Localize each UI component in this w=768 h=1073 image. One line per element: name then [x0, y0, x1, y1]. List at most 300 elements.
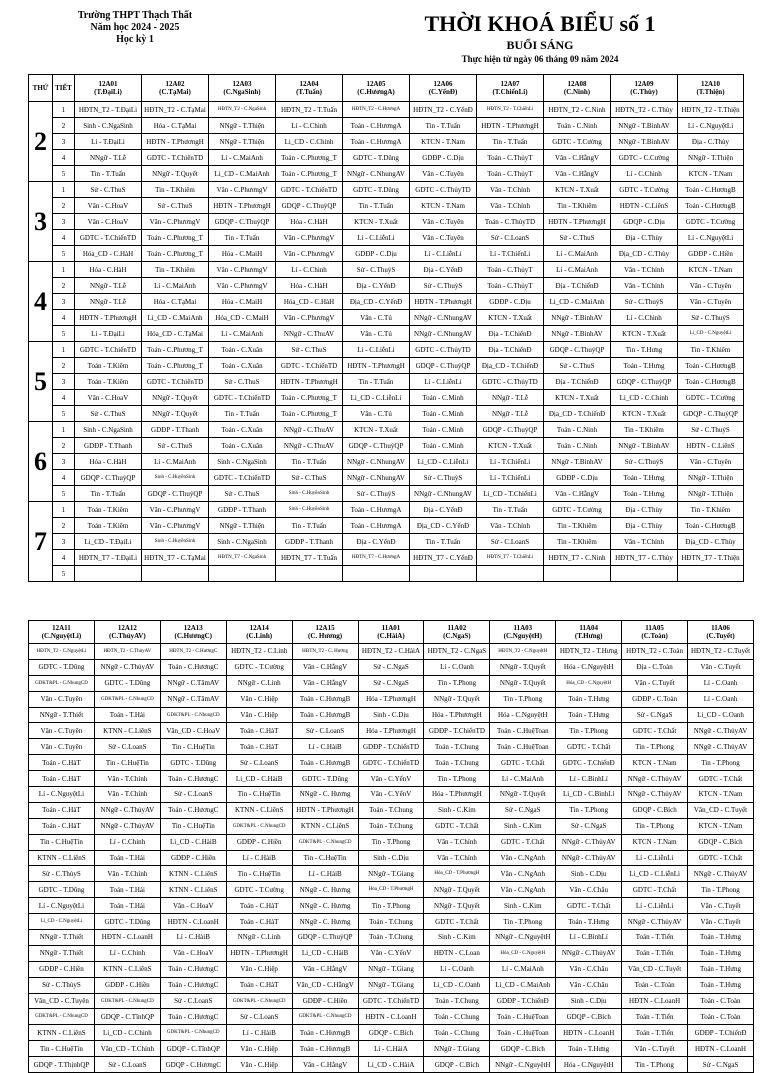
lesson-cell: Văn - C.YếnV: [358, 945, 424, 961]
lesson-cell: Lí - C.MaiAnh: [209, 150, 276, 166]
table-row: [29, 930, 754, 946]
lesson-cell: KTCN - T.Xuất: [477, 310, 544, 326]
lesson-cell: Hóa - C.MaiH: [209, 294, 276, 310]
lesson-cell: Văn - C.Châu: [556, 961, 622, 977]
lesson-cell: GDQP - C.ThuỷQP: [477, 422, 544, 438]
period-cell: 3: [53, 214, 75, 230]
lesson-cell: Địa - T.ChiếnĐ: [544, 374, 611, 390]
class-teacher: (T.Hưng): [574, 632, 603, 640]
lesson-cell: GDQP - C.ThuỷQP: [276, 198, 343, 214]
lesson-cell: Toán - T.Hưng: [611, 486, 678, 502]
lesson-cell: Li_CD - C.HàiB: [226, 771, 292, 787]
lesson-cell: Toán - C.HươngC: [160, 802, 226, 818]
period-cell: 5: [53, 566, 75, 582]
lesson-cell: Tin - T.Tuấn: [276, 518, 343, 534]
table-row: [29, 739, 754, 755]
table-row: [29, 310, 744, 326]
lesson-cell: Văn - C.PhươngV: [142, 502, 209, 518]
lesson-cell: Sử - C.ThuS: [276, 470, 343, 486]
lesson-cell: Địa - C.Thùy: [678, 134, 744, 150]
lesson-cell: HĐTN - T.PhươngH: [75, 310, 142, 326]
lesson-cell: Tin - C.HuệTin: [29, 834, 95, 850]
table-row: [29, 566, 744, 582]
table-row: [29, 198, 744, 214]
lesson-cell: NNgữ - T.Quyết: [490, 787, 556, 803]
class-teacher: (C.TạMai): [159, 88, 191, 96]
class-name: 11A05: [645, 624, 664, 632]
class-teacher: (T.ChiếnLi): [492, 88, 528, 96]
lesson-cell: Văn_CD - C.HoaV: [160, 723, 226, 739]
table-row: [29, 550, 744, 566]
lesson-cell: NNgữ - T.Quyết: [424, 691, 490, 707]
lesson-cell: GDTC - T.ChiếnTD: [276, 182, 343, 198]
lesson-cell: Lí - T.ĐạiLi: [75, 134, 142, 150]
lesson-cell: HĐTN_T2 - C. Hương: [292, 644, 358, 660]
lesson-cell: Lí - C.Oanh: [424, 659, 490, 675]
lesson-cell: GDTC - T.ChiếnTD: [75, 342, 142, 358]
lesson-cell: Li_CD - C.Chinh: [94, 1025, 160, 1041]
lesson-cell: Sử - C.ThuS: [544, 358, 611, 374]
lesson-cell: GDĐP - T.ChiếnTD: [358, 739, 424, 755]
lesson-cell: Văn - C.HoaV: [160, 898, 226, 914]
table-row: [29, 422, 744, 438]
class-header: [358, 621, 424, 644]
lesson-cell: Tin - T.Khiêm: [678, 342, 744, 358]
lesson-cell: NNgữ - C.ThuAV: [276, 326, 343, 342]
lesson-cell: Lí - C.MaiAnh: [142, 454, 209, 470]
lesson-cell: GDQP - C.ThuỷQP: [343, 438, 410, 454]
lesson-cell: Toán - C.HươngB: [678, 518, 744, 534]
lesson-cell: GDTC - T.Chất: [622, 723, 688, 739]
lesson-cell: Toán - C.Phương_T: [142, 358, 209, 374]
lesson-cell: Văn - C.Hiệp: [226, 707, 292, 723]
lesson-cell: NNgữ - C.ThuAV: [276, 438, 343, 454]
class-teacher: (C.ThủyAV): [109, 632, 146, 640]
lesson-cell: Văn - T.Chính: [94, 787, 160, 803]
class-teacher: (C.NguyệtLi): [41, 632, 82, 640]
lesson-cell: NNgữ - T.Thiện: [678, 486, 744, 502]
class-name: 12A05: [366, 80, 386, 88]
lesson-cell: Lí - C.Chinh: [276, 262, 343, 278]
lesson-cell: Hóa - C.MaiH: [209, 246, 276, 262]
lesson-cell: Văn - C.HằngV: [292, 1057, 358, 1073]
lesson-cell: HĐTN_T7 - C.Thùy: [611, 550, 678, 566]
lesson-cell: NNgữ - C.NhungAV: [410, 326, 477, 342]
lesson-cell: NNgữ - C. Hương: [292, 787, 358, 803]
lesson-cell: Toán - T.Hưng: [556, 707, 622, 723]
lesson-cell: Hóa - C.HàH: [276, 278, 343, 294]
lesson-cell: GDQP - C.HươngC: [160, 1057, 226, 1073]
lesson-cell: Văn - C.HoaV: [75, 214, 142, 230]
lesson-cell: KTNN - C.LiênS: [94, 723, 160, 739]
lesson-cell: HĐTN - T.PhươngH: [209, 198, 276, 214]
lesson-cell: NNgữ - T.BìnhAV: [544, 454, 611, 470]
lesson-cell: Tin - T.Khiêm: [142, 182, 209, 198]
lesson-cell: Sinh - C.Dịu: [358, 850, 424, 866]
lesson-cell: Toán - T.Hưng: [688, 961, 754, 977]
lesson-cell: Toán - T.Hưng: [688, 977, 754, 993]
class-teacher: (C.Thùy): [630, 88, 658, 96]
period-cell: 4: [53, 230, 75, 246]
lesson-cell: GDKT&PL - C.NhungCD: [226, 818, 292, 834]
lesson-cell: Tin - T.Tuấn: [410, 534, 477, 550]
lesson-cell: NNgữ - C.ThủyAV: [94, 802, 160, 818]
lesson-cell: Địa_CD - C.YếnĐ: [410, 518, 477, 534]
lesson-cell: Văn - C.PhươngV: [276, 246, 343, 262]
table-row: [29, 294, 744, 310]
lesson-cell: HĐTN_T2 - C.HàiA: [358, 644, 424, 660]
lesson-cell: Li_CD - C.MaiAnh: [142, 310, 209, 326]
table-row: [29, 1025, 754, 1041]
lesson-cell: GDĐP - T.Thanh: [209, 502, 276, 518]
lesson-cell: NNgữ - T.Giang: [424, 1041, 490, 1057]
table-row: [29, 755, 754, 771]
lesson-cell: Sinh - C.HuyềnSinh: [142, 534, 209, 550]
class-name: 12A10: [700, 80, 721, 88]
lesson-cell: Toán - C.ThủyT: [477, 262, 544, 278]
lesson-cell: Toán - C.HàT: [226, 898, 292, 914]
lesson-cell: GDTC - T.Chất: [688, 771, 754, 787]
lesson-cell: [410, 566, 477, 582]
lesson-cell: Địa - T.ChiếnĐ: [477, 326, 544, 342]
class-name: 12A15: [315, 624, 335, 632]
lesson-cell: Toán - C.Phương_T: [142, 342, 209, 358]
lesson-cell: HĐTN_T2 - T.Thiện: [678, 102, 744, 118]
lesson-cell: Lí - C.MaiAnh: [544, 262, 611, 278]
class-teacher: (C.NguyệtH): [503, 632, 542, 640]
lesson-cell: Li_CD - C.HàiA: [358, 1057, 424, 1073]
lesson-cell: NNgữ - T.Thiện: [678, 150, 744, 166]
table-row: [29, 675, 754, 691]
lesson-cell: Văn - C.Tuyên: [29, 723, 95, 739]
lesson-cell: GDQP - C.TĩnhQP: [94, 1009, 160, 1025]
lesson-cell: GDĐP - T.Thanh: [142, 422, 209, 438]
lesson-cell: Văn - T.Chính: [424, 834, 490, 850]
lesson-cell: Li_CD - C.LiễnLi: [622, 866, 688, 882]
lesson-cell: Toán - C.HươngC: [160, 771, 226, 787]
lesson-cell: Sử - C.ThuS: [75, 406, 142, 422]
lesson-cell: Li_CD - C.BìnhLí: [556, 787, 622, 803]
lesson-cell: Lí - C.LiễnLi: [622, 898, 688, 914]
lesson-cell: Văn - C.YếnV: [358, 771, 424, 787]
lesson-cell: Văn - T.Chính: [94, 866, 160, 882]
lesson-cell: HĐTN - C.LoanH: [358, 1009, 424, 1025]
lesson-cell: Tin - T.Tuấn: [343, 374, 410, 390]
lesson-cell: Toán - C.Toàn: [688, 993, 754, 1009]
lesson-cell: Toán - C.Minh: [410, 406, 477, 422]
lesson-cell: GDTC - T.Dũng: [343, 182, 410, 198]
lesson-cell: Toán - C.Xuân: [209, 438, 276, 454]
lesson-cell: Lí - C.MaiAnh: [490, 771, 556, 787]
table-row: [29, 278, 744, 294]
lesson-cell: Sinh - C.Kim: [424, 930, 490, 946]
lesson-cell: HĐTN_T7 - C.TạMai: [142, 550, 209, 566]
period-cell: 3: [53, 374, 75, 390]
lesson-cell: Tin - T.Khiêm: [544, 518, 611, 534]
lesson-cell: Lí - C.HàiB: [292, 866, 358, 882]
lesson-cell: [209, 566, 276, 582]
lesson-cell: GDĐP - T.ChiếnĐ: [688, 1025, 754, 1041]
lesson-cell: Sử - C.ThuS: [209, 486, 276, 502]
lesson-cell: NNgữ - T.Thiện: [209, 518, 276, 534]
lesson-cell: NNgữ - C.ThủyAV: [688, 739, 754, 755]
lesson-cell: Sử - C.LoanS: [226, 1009, 292, 1025]
lesson-cell: HĐTN - T.PhươngH: [226, 945, 292, 961]
period-cell: 2: [53, 358, 75, 374]
class-header: [343, 75, 410, 102]
lesson-cell: [611, 566, 678, 582]
lesson-cell: GDQP - C.ThuỷQP: [209, 214, 276, 230]
lesson-cell: Toán - C.Xuân: [209, 422, 276, 438]
lesson-cell: GDTC - T.Chất: [490, 755, 556, 771]
lesson-cell: Tin - C.HuệTin: [29, 1041, 95, 1057]
lesson-cell: Lí - C.NguyệtLi: [678, 118, 744, 134]
lesson-cell: Toán - C.ThủyT: [477, 166, 544, 182]
lesson-cell: GDTC - T.Chất: [556, 898, 622, 914]
lesson-cell: Toán - C.HươngB: [292, 1041, 358, 1057]
lesson-cell: HĐTN_T2 - C.HươngA: [343, 102, 410, 118]
lesson-cell: Toán - C.Chung: [424, 1009, 490, 1025]
lesson-cell: HĐTN - C.LoanH: [94, 930, 160, 946]
lesson-cell: HĐTN_T2 - C.NguyệtLi: [29, 644, 95, 660]
lesson-cell: HĐTN_T2 - C.Linh: [226, 644, 292, 660]
lesson-cell: Toán - T.Tiến: [622, 1009, 688, 1025]
lesson-cell: Toán - C.HươngB: [678, 358, 744, 374]
period-cell: 1: [53, 182, 75, 198]
lesson-cell: GDĐP - C.Hiền: [160, 850, 226, 866]
lesson-cell: Văn - C.Hiệp: [226, 961, 292, 977]
lesson-cell: Sử - C.NgaS: [622, 707, 688, 723]
lesson-cell: NNgữ - T.Thiện: [678, 470, 744, 486]
lesson-cell: Văn - T.Chính: [477, 518, 544, 534]
lesson-cell: Lí - C.NguyệtLi: [29, 898, 95, 914]
lesson-cell: GDĐP - T.ChiếnTD: [424, 723, 490, 739]
table-row: [29, 518, 744, 534]
period-cell: 5: [53, 246, 75, 262]
lesson-cell: KTCN - T.Xuất: [611, 326, 678, 342]
lesson-cell: KTCN - T.Xuất: [477, 438, 544, 454]
lesson-cell: Toán - T.Hưng: [688, 930, 754, 946]
table-row: [29, 898, 754, 914]
lesson-cell: Hóa - T.PhươngH: [424, 707, 490, 723]
lesson-cell: HĐTN_T7 - C.Ninh: [544, 550, 611, 566]
day-cell: 4: [29, 262, 53, 342]
lesson-cell: Hóa_CD - C.TạMai: [142, 326, 209, 342]
class-name: 11A06: [711, 624, 730, 632]
lesson-cell: Li_CD - C.Chinh: [276, 134, 343, 150]
lesson-cell: Toán - T.Hưng: [556, 914, 622, 930]
lesson-cell: Sử - C.ThuỷS: [343, 262, 410, 278]
lesson-cell: Địa_CD - T.ChiếnĐ: [544, 406, 611, 422]
lesson-cell: Toán - C.HươngB: [292, 707, 358, 723]
class-teacher: (T.Tuấn): [296, 88, 322, 96]
lesson-cell: HĐTN_T2 - C.TạMai: [142, 102, 209, 118]
lesson-cell: HĐTN_T2 - T.ĐạiLi: [75, 102, 142, 118]
lesson-cell: Hóa_CD - C.NguyệtH: [556, 675, 622, 691]
lesson-cell: Lí - C.LiễnLi: [622, 850, 688, 866]
lesson-cell: Văn - C.Tuyên: [678, 294, 744, 310]
lesson-cell: Tin - C.HuệTin: [94, 755, 160, 771]
class-name: 12A04: [299, 80, 319, 88]
class-teacher: (C.Toàn): [641, 632, 668, 640]
lesson-cell: Sử - C.LoanS: [477, 230, 544, 246]
lesson-cell: GDĐP - T.Thanh: [75, 438, 142, 454]
period-cell: 5: [53, 406, 75, 422]
lesson-cell: Hóa - C.TạMai: [142, 294, 209, 310]
lesson-cell: KTCN - T.Nam: [688, 787, 754, 803]
lesson-cell: Tin - T.Phong: [424, 675, 490, 691]
lesson-cell: Địa - C.YếnĐ: [343, 278, 410, 294]
lesson-cell: Li_CD - T.ĐạiLi: [75, 534, 142, 550]
lesson-cell: GDKT&PL - C.NhungCD: [292, 834, 358, 850]
class-header: [688, 621, 754, 644]
lesson-cell: Sử - C.LoanS: [477, 534, 544, 550]
lesson-cell: HĐTN_T2 - C.HươngC: [160, 644, 226, 660]
lesson-cell: Sử - C.NgaS: [358, 675, 424, 691]
lesson-cell: KTNN - C.LiênS: [160, 866, 226, 882]
lesson-cell: HĐTN_T7 - C.NgaSinh: [209, 550, 276, 566]
session-label: BUỔI SÁNG: [506, 38, 574, 52]
lesson-cell: HĐTN_T2 - T.Tuấn: [276, 102, 343, 118]
period-cell: 1: [53, 262, 75, 278]
lesson-cell: Địa - C.YếnĐ: [410, 262, 477, 278]
lesson-cell: NNgữ - T.Lễ: [75, 150, 142, 166]
lesson-cell: Lí - C.NguyệtLi: [678, 230, 744, 246]
lesson-cell: Địa - C.Thùy: [611, 230, 678, 246]
lesson-cell: Toán - C.HươngC: [160, 659, 226, 675]
lesson-cell: Toán - C.HuệToan: [490, 1009, 556, 1025]
lesson-cell: Sử - C.LoanS: [94, 1057, 160, 1073]
lesson-cell: Toán - T.Hưng: [556, 1041, 622, 1057]
lesson-cell: Hóa - C.NguyệtH: [490, 707, 556, 723]
lesson-cell: GDQP - C.ThuỷQP: [410, 358, 477, 374]
lesson-cell: [75, 566, 142, 582]
lesson-cell: Tin - T.Khiêm: [544, 198, 611, 214]
lesson-cell: GDTC - T.ChiếnTD: [358, 755, 424, 771]
lesson-cell: HĐTN_T7 - T.ChiếnLi: [477, 550, 544, 566]
lesson-cell: GDĐP - C.Hiền: [226, 834, 292, 850]
lesson-cell: Li_CD - C.LiễnLi: [410, 454, 477, 470]
lesson-cell: Tin - T.Phong: [622, 1057, 688, 1073]
lesson-cell: HĐTN_T2 - C.Tuyết: [688, 644, 754, 660]
class-header: [94, 621, 160, 644]
lesson-cell: Văn - T.Chính: [611, 262, 678, 278]
lesson-cell: Lí - C.Chinh: [94, 945, 160, 961]
lesson-cell: HĐTN_T2 - C.NguyệtH: [490, 644, 556, 660]
table-row: [29, 866, 754, 882]
class-header: [160, 621, 226, 644]
period-cell: 3: [53, 134, 75, 150]
lesson-cell: Toán - C.HàT: [226, 914, 292, 930]
lesson-cell: Tin - C.HuệTin: [226, 866, 292, 882]
lesson-cell: GDTC - T.Chất: [688, 850, 754, 866]
table-row: [29, 691, 754, 707]
period-cell: 3: [53, 294, 75, 310]
lesson-cell: GDĐP - C.Dịu: [410, 150, 477, 166]
lesson-cell: Lí - C.Chinh: [94, 834, 160, 850]
lesson-cell: Tin - T.Phong: [688, 882, 754, 898]
lesson-cell: KTNN - C.LiênS: [29, 1025, 95, 1041]
period-cell: 5: [53, 486, 75, 502]
lesson-cell: Địa - C.Toàn: [622, 659, 688, 675]
lesson-cell: Hóa - C.HàH: [276, 214, 343, 230]
lesson-cell: Li_CD - C.HàiB: [292, 945, 358, 961]
lesson-cell: NNgữ - T.Lễ: [477, 406, 544, 422]
lesson-cell: Văn - C.HằngV: [292, 659, 358, 675]
lesson-cell: Hóa_CD - T.PhươngH: [358, 882, 424, 898]
lesson-cell: Sử - C.ThuỷS: [678, 310, 744, 326]
class-teacher: (C.Ninh): [563, 88, 591, 96]
lesson-cell: Sử - C.LoanS: [94, 739, 160, 755]
lesson-cell: Li_CD - C.Oanh: [424, 977, 490, 993]
lesson-cell: Tin - T.Tuấn: [477, 502, 544, 518]
lesson-cell: GDKT&PL - C.NhungCD: [160, 707, 226, 723]
lesson-cell: Văn - C.Tuyên: [678, 454, 744, 470]
lesson-cell: Sử - C.ThuS: [75, 182, 142, 198]
day-cell: 6: [29, 422, 53, 502]
lesson-cell: GDTC - T.Chất: [424, 914, 490, 930]
lesson-cell: Toán - T.Chung: [358, 930, 424, 946]
lesson-cell: GDTC - T.ChiếnTD: [209, 470, 276, 486]
lesson-cell: GDTC - T.Chất: [424, 818, 490, 834]
lesson-cell: NNgữ - T.Quyết: [142, 390, 209, 406]
lesson-cell: Địa_CD - C.Thùy: [611, 246, 678, 262]
lesson-cell: NNgữ - T.Giang: [358, 977, 424, 993]
lesson-cell: GDQP - C.Bích: [358, 1025, 424, 1041]
lesson-cell: Địa_CD - T.ChiếnĐ: [477, 358, 544, 374]
lesson-cell: Văn - C.PhươngV: [276, 230, 343, 246]
lesson-cell: Văn - C.PhươngV: [142, 214, 209, 230]
class-header: [622, 621, 688, 644]
lesson-cell: Toán - C.HàT: [226, 723, 292, 739]
table-row: [29, 802, 754, 818]
lesson-cell: NNgữ - C.NhungAV: [343, 454, 410, 470]
table-row: [29, 914, 754, 930]
school-term: Học kỳ 1: [116, 34, 154, 45]
lesson-cell: Li_CD - C.MaiAnh: [544, 294, 611, 310]
lesson-cell: Lí - C.Oanh: [688, 675, 754, 691]
lesson-cell: HĐTN_T2 - C.NgaS: [424, 644, 490, 660]
lesson-cell: Văn - T.Chính: [611, 278, 678, 294]
lesson-cell: Lí - C.Chinh: [611, 310, 678, 326]
table-row: [29, 134, 744, 150]
day-cell: 5: [29, 342, 53, 422]
lesson-cell: Lí - C.LiễnLi: [343, 342, 410, 358]
lesson-cell: Li_CD - C.MaiAnh: [490, 977, 556, 993]
lesson-cell: NNgữ - T.Giang: [358, 866, 424, 882]
lesson-cell: GDTC - T.Dũng: [292, 771, 358, 787]
lesson-cell: Toán - C.HươngA: [343, 518, 410, 534]
lesson-cell: Toán - C.Minh: [410, 438, 477, 454]
lesson-cell: Hóa - C.NguyệtH: [556, 659, 622, 675]
class-header: [142, 75, 209, 102]
lesson-cell: KTCN - T.Nam: [688, 818, 754, 834]
lesson-cell: HĐTN - C.Loan: [424, 945, 490, 961]
table-row: [29, 818, 754, 834]
lesson-cell: Lí - T.ChiếnLi: [477, 246, 544, 262]
lesson-cell: Văn - C.HằngV: [544, 150, 611, 166]
lesson-cell: Văn - C.Tú: [343, 310, 410, 326]
lesson-cell: Li_CD - C.Oanh: [688, 707, 754, 723]
lesson-cell: Văn - C.Hiệp: [226, 1041, 292, 1057]
class-header: [29, 621, 95, 644]
lesson-cell: Lí - C.LiễnLi: [343, 230, 410, 246]
table-row: [29, 454, 744, 470]
lesson-cell: Sử - C.ThuS: [142, 198, 209, 214]
table-row: [29, 358, 744, 374]
table-row: [29, 486, 744, 502]
lesson-cell: Hóa_CD - C.NguyệtH: [490, 945, 556, 961]
